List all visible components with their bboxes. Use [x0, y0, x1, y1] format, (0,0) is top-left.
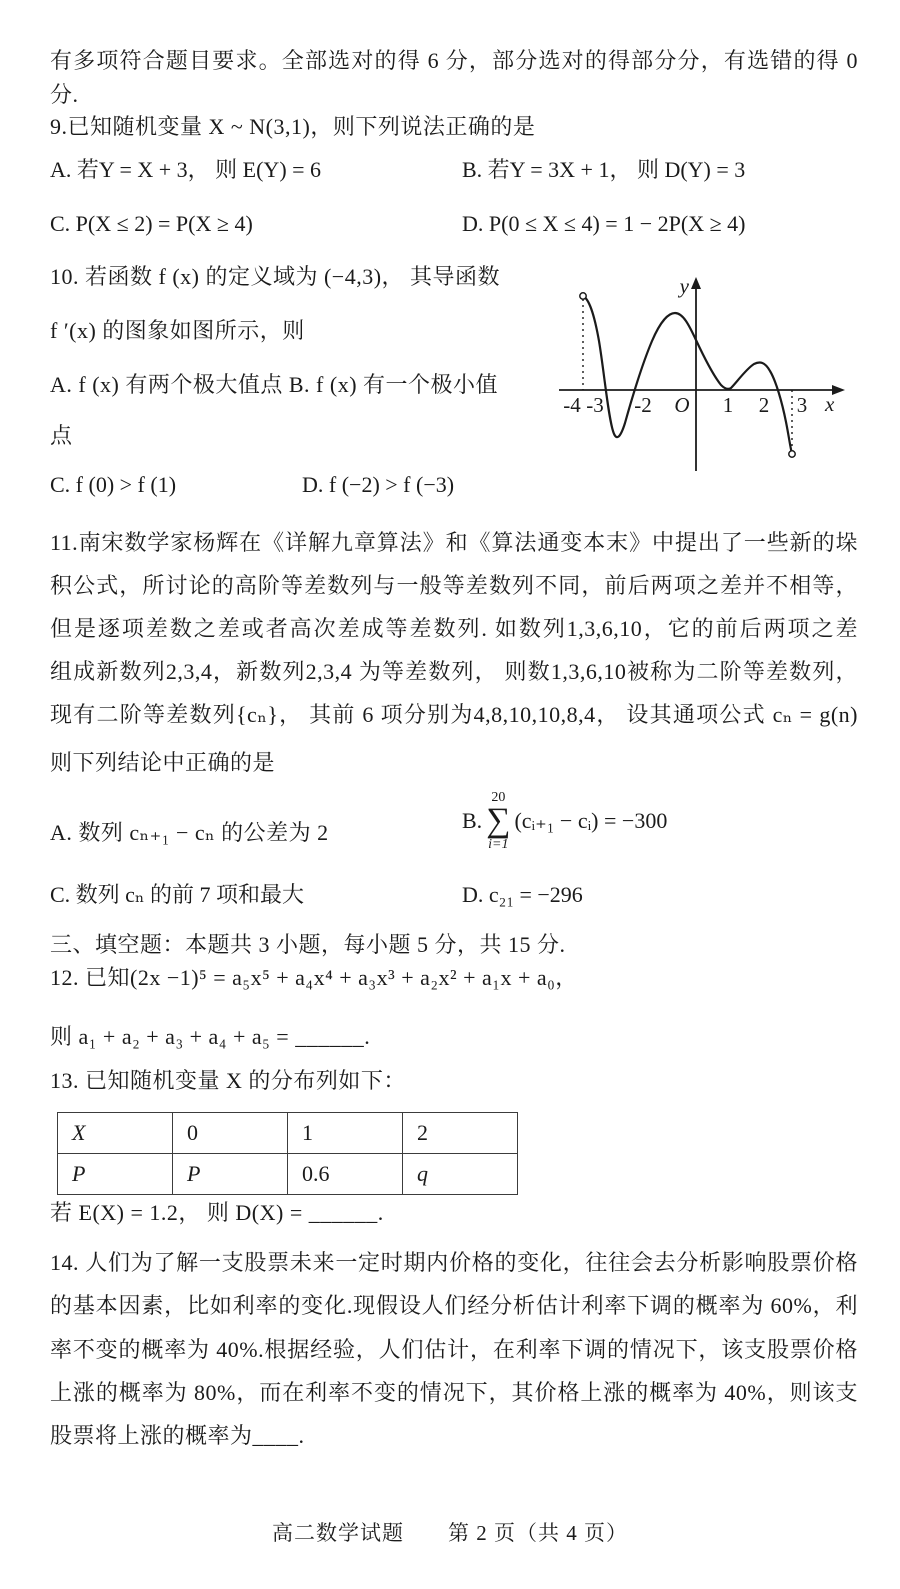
- y-axis-arrow-icon: [691, 277, 701, 289]
- tick-minus2: -2: [634, 393, 652, 417]
- cell-x-header: X: [58, 1113, 173, 1154]
- q11-option-d: D. c₂₁ = −296: [462, 882, 583, 907]
- distribution-table: [57, 1112, 518, 1195]
- q9-option-c: C. P(X ≤ 2) = P(X ≥ 4): [50, 211, 253, 236]
- cell-p-header: P: [58, 1154, 173, 1195]
- q12-line-2: 则 a₁ + a₂ + a₃ + a₄ + a₅ = ______.: [50, 1024, 371, 1049]
- q11-line-2: 积公式，所讨论的高阶等差数列与一般等差数列不同，前后两项之差并不相等，: [50, 573, 858, 598]
- q9-options-row-1: [50, 155, 858, 185]
- tick-3: 3: [796, 393, 808, 417]
- tick-1: 1: [722, 393, 734, 417]
- derivative-curve: [583, 296, 792, 454]
- q9-option-d: D. P(0 ≤ X ≤ 4) = 1 − 2P(X ≥ 4): [462, 211, 746, 236]
- q11-option-b: [462, 790, 667, 852]
- tick-minus4: -4: [563, 393, 581, 417]
- tick-minus3: -3: [586, 393, 604, 417]
- q11-option-a: A. 数列 cₙ₊₁ − cₙ 的公差为 2: [50, 820, 329, 845]
- origin-label: O: [674, 393, 690, 417]
- q11-option-b-label: B.: [462, 808, 483, 833]
- q11-line-6: 则下列结论中正确的是: [50, 750, 276, 775]
- q10-option-c: C. f (0) > f (1): [50, 472, 177, 497]
- sigma-icon: ∑: [486, 802, 511, 839]
- page-footer: 高二数学试题 第 2 页（共 4 页）: [272, 1521, 628, 1545]
- q9-stem: 9.已知随机变量 X ~ N(3,1)，则下列说法正确的是: [50, 114, 536, 139]
- q11-line-5: 现有二阶等差数列{cₙ}， 其前 6 项分别为4,8,10,10,8,4， 设其通项公式 cₙ = g(n): [50, 702, 858, 727]
- q11-line-3: 但是逐项差数之差或者高次差成等差数列. 如数列1,3,6,10，它的前后两项之差: [50, 616, 858, 641]
- cell-p-0: P: [173, 1154, 288, 1195]
- open-endpoint-right: [789, 451, 795, 457]
- q11-option-c: C. 数列 cₙ 的前 7 项和最大: [50, 882, 304, 907]
- q11-line-4: 组成新数列2,3,4，新数列2,3,4 为等差数列， 则数1,3,6,10被称为二阶等差数列，: [50, 659, 858, 684]
- table-row-p: [58, 1154, 518, 1195]
- q10-option-b-cont: 点: [50, 423, 73, 448]
- q14-line-3: 率不变的概率为 40%.根据经验，人们估计，在利率下调的情况下，该支股票价格: [50, 1337, 858, 1362]
- q9-options-row-2: [50, 209, 858, 239]
- q11-line-1: 11.南宋数学家杨辉在《详解九章算法》和《算法通变本末》中提出了一些新的垛: [50, 530, 858, 555]
- q12-line-1: 12. 已知(2x −1)⁵ = a₅x⁵ + a₄x⁴ + a₃x³ + a₂x² + a₁x + a₀，: [50, 965, 578, 990]
- x-axis-label: x: [825, 392, 835, 416]
- q10-stem-line-2: f ′(x) 的图象如图所示，则: [50, 318, 305, 343]
- cell-x-2: 2: [403, 1113, 518, 1154]
- intro-line-2: 分.: [50, 82, 79, 107]
- open-endpoint-left: [580, 293, 586, 299]
- y-axis-label: y: [679, 275, 689, 298]
- q10-options-ab: A. f (x) 有两个极大值点 B. f (x) 有一个极小值: [50, 372, 499, 397]
- q14-line-5: 股票将上涨的概率为____.: [50, 1423, 305, 1448]
- q10-option-d: D. f (−2) > f (−3): [302, 472, 455, 497]
- q11-option-b-expr: (cᵢ₊₁ − cᵢ) = −300: [514, 808, 668, 833]
- sum-symbol: [486, 790, 510, 852]
- cell-x-0: 0: [173, 1113, 288, 1154]
- q10-stem-line-1: 10. 若函数 f (x) 的定义域为 (−4,3)， 其导函数: [50, 264, 501, 289]
- q14-line-4: 上涨的概率为 80%，而在利率不变的情况下，其价格上涨的概率为 40%，则该支: [50, 1380, 858, 1405]
- section3-title: 三、填空题：本题共 3 小题，每小题 5 分，共 15 分.: [50, 932, 566, 957]
- cell-p-2: q: [403, 1154, 518, 1195]
- q14-line-2: 的基本因素，比如利率的变化.现假设人们经分析估计利率下调的概率为 60%，利: [50, 1293, 858, 1318]
- q9-option-b: B. 若Y = 3X + 1， 则 D(Y) = 3: [462, 157, 746, 182]
- table-row-x: [58, 1113, 518, 1154]
- cell-p-1: 0.6: [288, 1154, 403, 1195]
- cell-x-1: 1: [288, 1113, 403, 1154]
- sum-lower-limit: i=1: [488, 837, 509, 852]
- sum-upper-limit: 20: [491, 790, 506, 805]
- tick-2: 2: [758, 393, 770, 417]
- q13-after: 若 E(X) = 1.2， 则 D(X) = ______.: [50, 1200, 384, 1225]
- q11-options-cd: [50, 880, 858, 910]
- q9-option-a: A. 若Y = X + 3， 则 E(Y) = 6: [50, 157, 322, 182]
- derivative-graph: [555, 275, 855, 475]
- q14-line-1: 14. 人们为了解一支股票未来一定时期内价格的变化，往往会去分析影响股票价格: [50, 1250, 858, 1275]
- q13-stem: 13. 已知随机变量 X 的分布列如下：: [50, 1068, 406, 1093]
- intro-line-1: 有多项符合题目要求。全部选对的得 6 分，部分选对的得部分分，有选错的得 0: [50, 48, 858, 73]
